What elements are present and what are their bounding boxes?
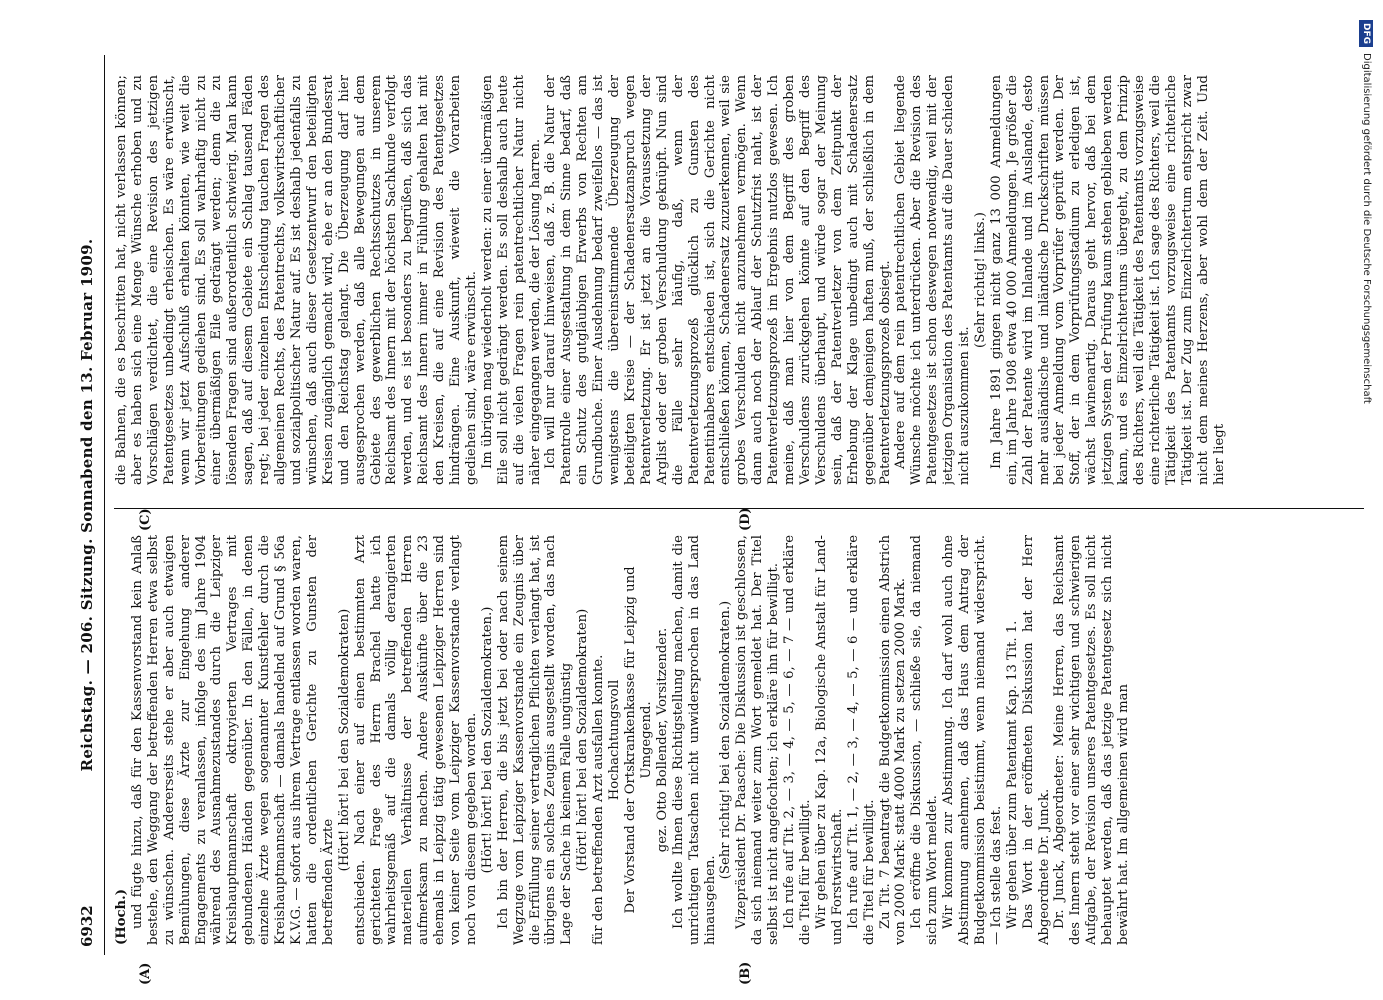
page-title: Reichstag. — 206. Sitzung. Sonnabend den 13. Februar 1909. xyxy=(78,238,96,772)
right-column xyxy=(114,75,1364,485)
paragraph: Ich wollte Ihnen diese Richtigstellung machen, damit die unrichtigen Tatsachen nicht unwidersprochen in das Land hinausgehen. xyxy=(670,535,718,945)
document-page xyxy=(78,55,1368,985)
paragraph: und fügte hinzu, daß für den Kassenvorstand kein Anlaß bestehe, den Weggang der betreffenden Herren etwa selbst zu wünschen. Andererseits stehe er aber auch etwaigen Bemühungen, diese Ärzte zur Eingehung anderer Engagements zu veranlassen, infolge des im Jahre 1904 während des Ausnahmezustandes durch die Leipziger Kreishauptmannschaft oktroyierten Vertrages mit gebundenen Händen gegenüber. In den Fällen, in denen einzelne Ärzte wegen sogenannter Kunstfehler durch die Kreishauptmannschaft — damals handelnd auf Grund § 56a K.V.G. — sofort aus ihrem Vertrage entlassen worden waren, hatten die ordentlichen Gerichte zu Gunsten der betreffenden Ärzte xyxy=(129,535,336,945)
interjection: (Sehr richtig! bei den Sozialdemokraten.) xyxy=(718,600,734,880)
page-number: 6932 xyxy=(78,905,96,947)
paragraph: für den betreffenden Arzt ausfallen konnte. xyxy=(591,654,607,945)
paragraph: Ich eröffne die Diskussion, — schließe sie, da niemand sich zum Wort meldet. xyxy=(909,535,941,945)
paragraph: Vizepräsident Dr. Paasche: Die Diskussion ist geschlossen, da sich niemand weiter zum Wort gemeldet hat. Der Titel selbst ist nicht angefochten; ich erkläre ihn für bewilligt. xyxy=(734,535,782,945)
left-column xyxy=(114,535,1364,945)
margin-mark-b: (B) xyxy=(738,961,753,985)
interjection: (Hört! hört! bei den Sozialdemokraten) xyxy=(575,608,591,872)
paragraph: Zu Tit. 7 beantragt die Budgetkommission einen Abstrich von 2000 Mark: statt 4000 Mark zu setzen 2000 Mark. xyxy=(877,535,909,945)
column-divider xyxy=(114,508,1364,509)
paragraph: Das Wort in der eröffneten Diskussion hat der Herr Abgeordnete Dr. Junck. xyxy=(1020,535,1052,945)
signature-org: Der Vorstand der Ortskrankenkasse für Leipzig und Umgegend. xyxy=(623,566,654,914)
paragraph: Wir gehen über zu Kap. 12a, Biologische Anstalt für Land- und Forstwirtschaft. xyxy=(813,535,845,945)
margin-mark-c: (C) xyxy=(138,508,153,531)
paragraph: die Bahnen, die es beschritten hat, nicht verlassen können; aber es haben sich eine Menge Wünsche erhoben und zu Vorschlägen verdichtet, die eine Revision des jetzigen Patentgesetzes unbedingt erheischen. Es wäre erwünscht, wenn wir jetzt Aufschluß erhalten könnten, wie weit die Vorbereitungen gediehen sind. Es soll wahrhaftig nicht zu einer übermäßigen Eile gedrängt werden; denn die zu lösenden Fragen sind außerordentlich schwierig. Man kann sagen, daß auf diesem Gebiete ein Schlag tausend Fäden regt; bei jeder einzelnen Entscheidung tauchen Fragen des allgemeinen Rechts, des Patentrechts, volkswirtschaftlicher und sozialpolitischer Natur auf. Es ist deshalb jedenfalls zu wünschen, daß auch dieser Gesetzentwurf den beteiligten Kreisen zugänglich gemacht wird, ehe er an den Bundesrat und den Reichstag gelangt. Die Überzeugung darf hier ausgesprochen werden, daß alle Bewegungen auf dem Gebiete des gewerblichen Rechtsschutzes in unserem Reichsamt des Innern mit der höchsten Sachkunde verfolgt werden, und es ist besonders zu begrüßen, daß sich das Reichsamt des Innern immer in Fühlung gehalten hat mit den Kreisen, die auf eine Revision des Patentgesetzes hindrängen. Eine Auskunft, wieweit die Vorarbeiten gediehen sind, wäre erwünscht. xyxy=(114,75,479,485)
paragraph: Ich rufe auf Tit. 2, — 3, — 4, — 5, — 6, — 7 — und erkläre die Titel für bewilligt. xyxy=(782,535,813,945)
paragraph: Dr. Junck, Abgeordneter: Meine Herren, das Reichsamt des Innern steht vor einer sehr wichtigen und schwierigen Aufgabe, der Revision unseres Patentgesetzes. Es soll nicht behauptet werden, daß das jetzige Patentgesetz sich nicht bewährt hat. Im allgemeinen wird man xyxy=(1052,535,1132,945)
interjection: (Sehr richtig! links.) xyxy=(972,212,988,348)
paragraph: Ich rufe auf Tit. 1, — 2, — 3, — 4, — 5, — 6 — und erkläre die Titel für bewilligt. xyxy=(845,535,877,945)
paragraph: Ich will nur darauf hinweisen, daß z. B. die Natur der Patentrolle einer Ausgestaltung in dem Sinne bedarf, daß ein Schutz des gutgläubigen Erwerbs von Rechten am Grundbuche. Einer Ausdehnung bedarf zweifellos — das ist wenigstens die übereinstimmende Überzeugung der beteiligten Kreise — der Schadenersatzanspruch wegen Patentverletzung. Er ist jetzt an die Voraussetzung der Arglist oder der groben Verschuldung geknüpft. Nun sind die Fälle sehr häufig, daß, wenn der Patentverletzungsprozeß glücklich zu Gunsten des Patentinhabers entschieden ist, sich die Gerichte nicht entschließen können, Schadenersatz zuzuerkennen, weil sie grobes Verschulden nicht anzunehmen vermögen. Wenn dann auch noch der Ablauf der Schutzfrist naht, ist der Patentverletzungsprozeß im Ergebnis nutzlos gewesen. Ich meine, daß man hier von dem Begriff des groben Verschuldens zurückgehen könnte auf den Begriff des Verschuldens überhaupt, und würde sogar der Meinung sein, daß der Patentverletzer von dem Zeitpunkt der Erhebung der Klage unbedingt auch mit Schadenersatz gegenüber demjenigen haften muß, der schließlich in dem Patentverletzungsprozeß obsiegt. xyxy=(543,75,893,485)
speaker-tag: (Hoch.) xyxy=(114,889,129,945)
digitization-note-text: Digitalisierung gefördert durch die Deutsche Forschungsgemeinschaft xyxy=(1361,53,1372,404)
interjection: (Hört! hört! bei den Sozialdemokraten.) xyxy=(479,606,495,874)
digitization-note xyxy=(1359,20,1377,980)
paragraph: Ich bin der Herren, die bis jetzt bei oder nach seinem Wegzuge vom Leipziger Kassenvorstande ein Zeugnis über die Erfüllung seiner vertraglichen Pflichten verlangt hat, ist übrigens ein solches Zeugnis ausgestellt worden, das nach Lage der Sache in keinem Falle ungünstig xyxy=(495,535,575,945)
page-header xyxy=(78,55,105,955)
paragraph: Im Jahre 1891 gingen nicht ganz 13 000 Anmeldungen ein, im Jahre 1908 etwa 40 000 Anmeldungen. Je größer die Zahl der Patente wird im Inlande und im Auslande, desto mehr ausländische und inländische Druckschriften müssen bei jeder Anmeldung vom Vorprüfer geprüft werden. Der Stoff, der in dem Vorprüfungsstadium zu erledigen ist, wächst lawinenartig. Daraus geht hervor, daß bei dem jetzigen System der Prüfung kaum stehen geblieben werden kann, und es Einzelrichtertums übergeht, zu dem Prinzip des Richters, weil die Tätigkeit des Patentamts vorzugsweise eine richterliche Tätigkeit ist. Ich sage des Richters, weil die Tätigkeit des Patentamts vorzugsweise eine richterliche Tätigkeit ist. Der Zug zum Einzelrichtertum entspricht zwar nicht dem meines Herzens, aber wohl dem der Zeit. Und hier liegt xyxy=(988,75,1227,485)
margin-mark-a: (A) xyxy=(138,962,153,985)
paragraph: Wir gehen über zum Patentamt Kap. 13 Tit. 1. xyxy=(1004,620,1020,929)
paragraph: Im übrigen mag wiederholt werden: zu einer übermäßigen Eile soll nicht gedrängt werden. Es soll deshalb auch heute auf die vielen Fragen rein patentrechtlicher Natur nicht näher eingegangen werden, die der Lösung harren. xyxy=(479,75,543,485)
salutation: Hochachtungsvoll xyxy=(607,679,623,801)
paragraph: entschieden. Nach einer auf einen bestimmten Arzt gerichteten Frage des Herrn Brachel hatte ich wahrheitsgemäß auf die damals völlig derangierten materiellen Verhältnisse der betreffenden Herren aufmerksam zu machen. Andere Auskünfte über die 23 ehemals in Leipzig tätig gewesenen Leipziger Herren sind von keiner Seite vom Leipziger Kassenvorstande verlangt noch von diesem gegeben worden. xyxy=(352,535,479,945)
signature-name: gez. Otto Bollender, Vorsitzender. xyxy=(654,627,670,853)
margin-mark-d: (D) xyxy=(738,507,753,531)
interjection: (Hört! hört! bei den Sozialdemokraten) xyxy=(336,608,352,872)
paragraph: Wir kommen zur Abstimmung. Ich darf wohl auch ohne Abstimmung annehmen, daß das Haus dem Antrag der Budgetkommission beistimmt, wenn niemand widerspricht. — Ich stelle das fest. xyxy=(941,535,1004,945)
paragraph: Andere auf dem rein patentrechtlichen Gebiet liegende Wünsche möchte ich unterdrücken. Aber die Revision des Patentgesetzes ist schon deswegen notwendig, weil mit der jetzigen Organisation des Patentamts auf die Dauer schieden nicht auszukommen ist. xyxy=(893,75,973,485)
dfg-logo: DFG xyxy=(1359,20,1373,47)
